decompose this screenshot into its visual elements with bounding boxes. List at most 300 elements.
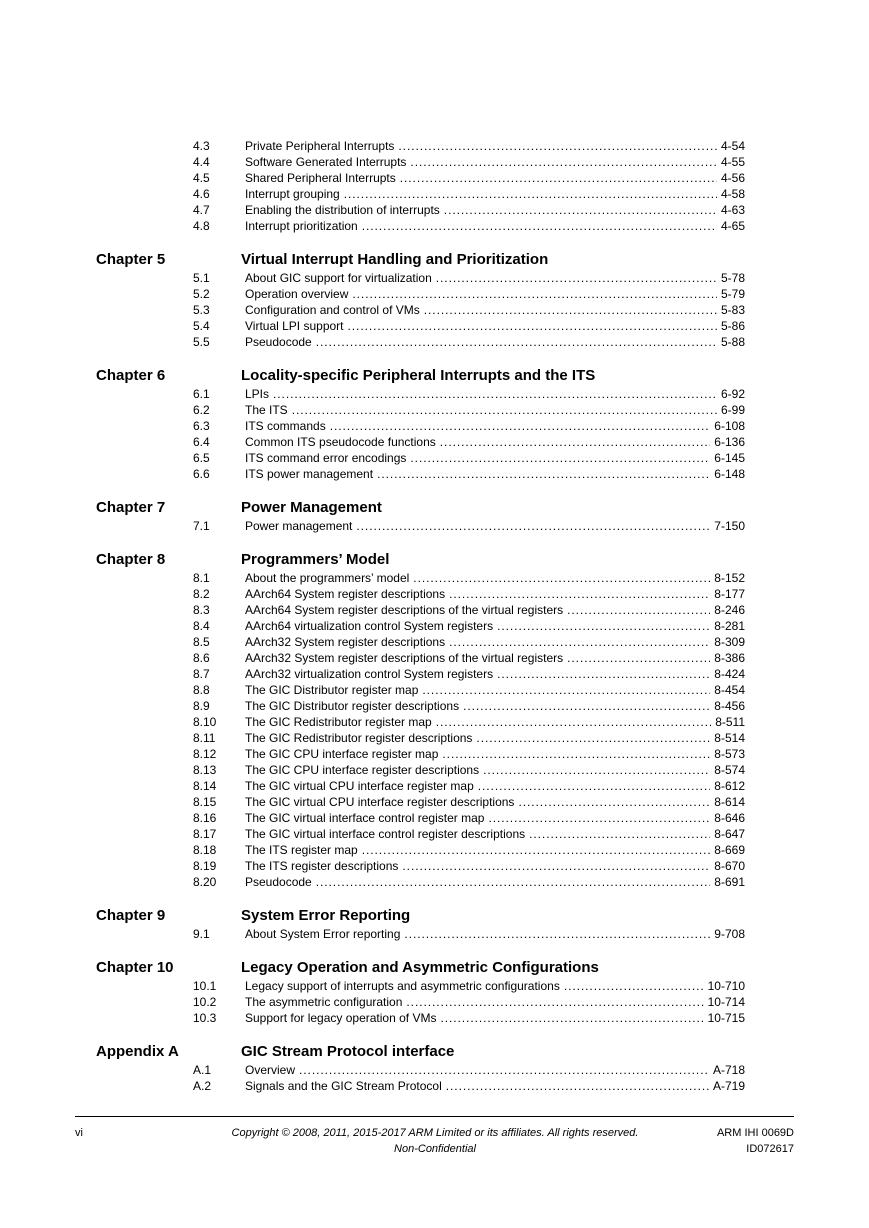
section-title[interactable]: The GIC virtual interface control register map <box>245 811 485 825</box>
dot-leader <box>440 1010 703 1026</box>
chapter-title[interactable]: GIC Stream Protocol interface <box>241 1043 455 1060</box>
section-number: 8.11 <box>193 731 216 745</box>
toc-entry[interactable] <box>0 810 869 826</box>
footer-page-number: vi <box>75 1127 83 1139</box>
entry-line <box>245 386 745 402</box>
section-title[interactable]: ITS command error encodings <box>245 451 407 465</box>
section-title[interactable]: AArch64 virtualization control System registers <box>245 619 494 633</box>
section-title[interactable]: About GIC support for virtualization <box>245 271 432 285</box>
toc-entry[interactable] <box>0 874 869 890</box>
dot-leader <box>316 874 711 890</box>
page-reference[interactable]: 5-88 <box>720 335 745 349</box>
section-title[interactable]: Pseudocode <box>245 875 312 889</box>
toc-entry[interactable] <box>0 154 869 170</box>
section-number: 8.20 <box>193 875 217 889</box>
chapter-heading <box>0 251 869 269</box>
toc-entry[interactable] <box>0 618 869 634</box>
chapter-heading <box>0 551 869 569</box>
entry-line <box>245 746 745 762</box>
toc-section <box>0 1043 869 1094</box>
toc-entry[interactable] <box>0 634 869 650</box>
section-number: 8.17 <box>193 827 217 841</box>
chapter-title[interactable]: Programmers’ Model <box>241 551 390 568</box>
dot-leader <box>449 586 710 602</box>
entry-line <box>245 186 745 202</box>
section-title[interactable]: The ITS register map <box>245 843 358 857</box>
chapter-label: Chapter 8 <box>96 551 166 568</box>
toc-section <box>0 251 869 350</box>
toc-section <box>0 959 869 1026</box>
section-title[interactable]: The ITS register descriptions <box>245 859 399 873</box>
page-reference[interactable]: 4-63 <box>720 203 745 217</box>
page-reference[interactable]: 5-86 <box>720 319 745 333</box>
section-title[interactable]: AArch64 System register descriptions of the virtual registers <box>245 603 564 617</box>
dot-leader <box>567 650 710 666</box>
entry-line <box>245 810 745 826</box>
toc-entry[interactable] <box>0 570 869 586</box>
toc-entry[interactable] <box>0 730 869 746</box>
toc-entry[interactable] <box>0 994 869 1010</box>
page-reference[interactable]: 5-78 <box>720 271 745 285</box>
section-title[interactable]: The GIC Redistributor register map <box>245 715 432 729</box>
page-reference[interactable]: 5-83 <box>720 303 745 317</box>
chapter-heading <box>0 499 869 517</box>
page-reference[interactable]: 8-454 <box>714 683 745 697</box>
chapter-heading <box>0 1043 869 1061</box>
section-title[interactable]: The GIC Distributor register descriptions <box>245 699 460 713</box>
toc-entry[interactable] <box>0 302 869 318</box>
page-reference[interactable]: 4-54 <box>720 139 745 153</box>
toc-entry[interactable] <box>0 270 869 286</box>
section-number: 8.10 <box>193 715 217 729</box>
chapter-title[interactable]: System Error Reporting <box>241 907 411 924</box>
section-title[interactable]: The GIC Redistributor register descriptions <box>245 731 473 745</box>
page-reference[interactable]: 8-614 <box>714 795 745 809</box>
entry-line <box>245 842 745 858</box>
toc-entry[interactable] <box>0 586 869 602</box>
section-title[interactable]: AArch32 virtualization control System registers <box>245 667 494 681</box>
toc-entry[interactable] <box>0 386 869 402</box>
entry-line <box>245 138 745 154</box>
toc-entry[interactable] <box>0 286 869 302</box>
entry-line <box>245 826 745 842</box>
section-title[interactable]: Support for legacy operation of VMs <box>245 1011 437 1025</box>
entry-line <box>245 762 745 778</box>
section-number: A.2 <box>193 1079 212 1093</box>
toc-section <box>0 907 869 942</box>
page-reference[interactable]: 8-281 <box>714 619 745 633</box>
page-reference[interactable]: 8-691 <box>714 875 745 889</box>
page-reference[interactable]: 8-309 <box>714 635 745 649</box>
section-number: 8.12 <box>193 747 217 761</box>
toc-entry[interactable] <box>0 450 869 466</box>
dot-leader <box>362 218 717 234</box>
section-number: 6.2 <box>193 403 210 417</box>
entry-line <box>245 334 745 350</box>
toc-entry[interactable] <box>0 842 869 858</box>
section-number: 8.5 <box>193 635 210 649</box>
dot-leader <box>440 434 711 450</box>
footer-release-id: ID072617 <box>746 1143 794 1155</box>
page-reference[interactable]: 4-58 <box>720 187 745 201</box>
chapter-label: Chapter 5 <box>96 251 166 268</box>
section-number: 8.1 <box>193 571 210 585</box>
section-title[interactable]: The ITS <box>245 403 288 417</box>
entry-line <box>245 218 745 234</box>
toc-section <box>0 499 869 534</box>
table-of-contents <box>0 138 869 1094</box>
dot-leader <box>299 1062 709 1078</box>
dot-leader <box>564 978 704 994</box>
entry-line <box>245 286 745 302</box>
section-title[interactable]: Shared Peripheral Interrupts <box>245 171 396 185</box>
dot-leader <box>356 518 710 534</box>
section-title[interactable]: About System Error reporting <box>245 927 401 941</box>
toc-entry[interactable] <box>0 666 869 682</box>
entry-line <box>245 730 745 746</box>
toc-section <box>0 138 869 234</box>
toc-entry[interactable] <box>0 978 869 994</box>
page-reference[interactable]: 8-670 <box>714 859 745 873</box>
toc-entry[interactable] <box>0 858 869 874</box>
toc-entry[interactable] <box>0 682 869 698</box>
entry-line <box>245 926 745 942</box>
chapter-label: Appendix A <box>96 1043 179 1060</box>
toc-entry[interactable] <box>0 650 869 666</box>
section-number: 10.3 <box>193 1011 217 1025</box>
section-title[interactable]: LPIs <box>245 387 270 401</box>
section-number: 4.7 <box>193 203 210 217</box>
dot-leader <box>273 386 717 402</box>
toc-entry[interactable] <box>0 1062 869 1078</box>
entry-line <box>245 154 745 170</box>
page-reference[interactable]: 6-148 <box>714 467 745 481</box>
section-title[interactable]: Virtual LPI support <box>245 319 344 333</box>
section-title[interactable]: Signals and the GIC Stream Protocol <box>245 1079 442 1093</box>
entry-line <box>245 270 745 286</box>
toc-entry[interactable] <box>0 602 869 618</box>
page-reference[interactable]: 4-55 <box>720 155 745 169</box>
dot-leader <box>316 334 717 350</box>
toc-entry[interactable] <box>0 202 869 218</box>
dot-leader <box>446 1078 709 1094</box>
section-number: 10.1 <box>193 979 217 993</box>
entry-line <box>245 302 745 318</box>
page-reference[interactable]: 7-150 <box>714 519 745 533</box>
section-number: 6.6 <box>193 467 210 481</box>
toc-entry[interactable] <box>0 714 869 730</box>
page-reference[interactable]: 6-108 <box>714 419 745 433</box>
entry-line <box>245 978 745 994</box>
toc-entry[interactable] <box>0 218 869 234</box>
chapter-label: Chapter 6 <box>96 367 166 384</box>
dot-leader <box>449 634 710 650</box>
section-title[interactable]: Legacy support of interrupts and asymmetric configurations <box>245 979 560 993</box>
page-reference[interactable]: 6-99 <box>720 403 745 417</box>
section-number: 8.13 <box>193 763 217 777</box>
page-reference[interactable]: 8-424 <box>714 667 745 681</box>
entry-line <box>245 1010 745 1026</box>
dot-leader <box>497 666 710 682</box>
page-reference[interactable]: 8-646 <box>714 811 745 825</box>
dot-leader <box>406 994 703 1010</box>
entry-line <box>245 318 745 334</box>
page-reference[interactable]: 9-708 <box>714 927 745 941</box>
section-number: 4.4 <box>193 155 210 169</box>
section-number: 8.15 <box>193 795 217 809</box>
toc-entry[interactable] <box>0 418 869 434</box>
entry-line <box>245 650 745 666</box>
section-number: 8.19 <box>193 859 217 873</box>
entry-line <box>245 858 745 874</box>
toc-entry[interactable] <box>0 186 869 202</box>
section-number: 9.1 <box>193 927 210 941</box>
page-reference[interactable]: 8-386 <box>714 651 745 665</box>
section-number: 5.4 <box>193 319 210 333</box>
dot-leader <box>436 714 711 730</box>
toc-entry[interactable] <box>0 746 869 762</box>
dot-leader <box>402 858 710 874</box>
footer-copyright-block <box>200 1125 670 1157</box>
section-number: 8.3 <box>193 603 210 617</box>
page-reference[interactable]: 6-136 <box>714 435 745 449</box>
dot-leader <box>398 138 717 154</box>
page-reference[interactable]: 8-152 <box>714 571 745 585</box>
section-number: 8.2 <box>193 587 210 601</box>
dot-leader <box>344 186 717 202</box>
dot-leader <box>422 682 710 698</box>
section-number: 8.18 <box>193 843 217 857</box>
toc-entry[interactable] <box>0 1078 869 1094</box>
section-title[interactable]: Configuration and control of VMs <box>245 303 420 317</box>
page-reference[interactable]: 10-715 <box>707 1011 745 1025</box>
chapter-label: Chapter 9 <box>96 907 166 924</box>
toc-entry[interactable] <box>0 778 869 794</box>
section-title[interactable]: ITS power management <box>245 467 374 481</box>
footer-copyright: Copyright © 2008, 2011, 2015-2017 ARM Limited or its affiliates. All rights reserved. <box>231 1127 639 1139</box>
section-title[interactable]: The GIC virtual CPU interface register map <box>245 779 474 793</box>
section-title[interactable]: ITS commands <box>245 419 326 433</box>
dot-leader <box>330 418 711 434</box>
toc-entry[interactable] <box>0 138 869 154</box>
toc-entry[interactable] <box>0 518 869 534</box>
dot-leader <box>352 286 717 302</box>
section-title[interactable]: The GIC Distributor register map <box>245 683 419 697</box>
page-reference[interactable]: 8-612 <box>714 779 745 793</box>
page-reference[interactable]: 10-710 <box>707 979 745 993</box>
page-reference[interactable]: 6-92 <box>720 387 745 401</box>
entry-line <box>245 994 745 1010</box>
entry-line <box>245 618 745 634</box>
section-title[interactable]: About the programmers’ model <box>245 571 410 585</box>
chapter-label: Chapter 7 <box>96 499 166 516</box>
footer-doc-id: ARM IHI 0069D <box>716 1127 794 1139</box>
page-reference[interactable]: 8-511 <box>715 715 745 729</box>
dot-leader <box>348 318 717 334</box>
dot-leader <box>400 170 717 186</box>
page-reference[interactable]: A-719 <box>712 1079 745 1093</box>
section-title[interactable]: Enabling the distribution of interrupts <box>245 203 440 217</box>
entry-line <box>245 466 745 482</box>
entry-line <box>245 402 745 418</box>
page-reference[interactable]: 10-714 <box>707 995 745 1009</box>
chapter-heading <box>0 367 869 385</box>
section-title[interactable]: Pseudocode <box>245 335 312 349</box>
section-number: 8.4 <box>193 619 210 633</box>
section-title[interactable]: AArch32 System register descriptions of the virtual registers <box>245 651 564 665</box>
section-number: 4.3 <box>193 139 210 153</box>
dot-leader <box>410 154 717 170</box>
dot-leader <box>497 618 710 634</box>
entry-line <box>245 666 745 682</box>
dot-leader <box>404 926 710 942</box>
entry-line <box>245 170 745 186</box>
page-reference[interactable]: 8-573 <box>714 747 745 761</box>
dot-leader <box>463 698 710 714</box>
page-reference[interactable]: 8-574 <box>714 763 745 777</box>
page-reference[interactable]: 4-65 <box>720 219 745 233</box>
dot-leader <box>424 302 717 318</box>
section-number: A.1 <box>193 1063 212 1077</box>
section-number: 7.1 <box>193 519 210 533</box>
page-reference[interactable]: 6-145 <box>714 451 745 465</box>
dot-leader <box>362 842 711 858</box>
section-title[interactable]: The GIC CPU interface register descriptions <box>245 763 480 777</box>
section-number: 6.1 <box>193 387 210 401</box>
toc-entry[interactable] <box>0 698 869 714</box>
entry-line <box>245 1078 745 1094</box>
entry-line <box>245 698 745 714</box>
toc-entry[interactable] <box>0 794 869 810</box>
toc-section <box>0 367 869 482</box>
section-title[interactable]: Software Generated Interrupts <box>245 155 407 169</box>
chapter-title[interactable]: Virtual Interrupt Handling and Prioritization <box>241 251 549 268</box>
page-reference[interactable]: 8-456 <box>714 699 745 713</box>
footer-confidentiality: Non-Confidential <box>394 1143 476 1155</box>
section-number: 8.14 <box>193 779 217 793</box>
entry-line <box>245 434 745 450</box>
page-reference[interactable]: 5-79 <box>720 287 745 301</box>
entry-line <box>245 418 745 434</box>
entry-line <box>245 634 745 650</box>
section-title[interactable]: The GIC virtual interface control register descriptions <box>245 827 526 841</box>
section-number: 4.6 <box>193 187 210 201</box>
section-number: 8.9 <box>193 699 210 713</box>
entry-line <box>245 682 745 698</box>
dot-leader <box>413 570 710 586</box>
page-reference[interactable]: 8-647 <box>714 827 745 841</box>
section-number: 5.2 <box>193 287 210 301</box>
footer-divider <box>75 1116 794 1117</box>
entry-line <box>245 874 745 890</box>
page-reference[interactable]: 8-177 <box>714 587 745 601</box>
toc-entry[interactable] <box>0 826 869 842</box>
section-title[interactable]: Operation overview <box>245 287 349 301</box>
entry-line <box>245 586 745 602</box>
dot-leader <box>377 466 710 482</box>
dot-leader <box>567 602 710 618</box>
section-number: 5.5 <box>193 335 210 349</box>
section-title[interactable]: Overview <box>245 1063 296 1077</box>
dot-leader <box>483 762 710 778</box>
toc-entry[interactable] <box>0 434 869 450</box>
dot-leader <box>442 746 710 762</box>
page-reference[interactable]: 4-56 <box>720 171 745 185</box>
page-reference[interactable]: A-718 <box>712 1063 745 1077</box>
section-number: 8.8 <box>193 683 210 697</box>
entry-line <box>245 1062 745 1078</box>
entry-line <box>245 570 745 586</box>
section-number: 6.4 <box>193 435 210 449</box>
entry-line <box>245 202 745 218</box>
dot-leader <box>478 778 711 794</box>
section-title[interactable]: Power management <box>245 519 353 533</box>
footer-document-id <box>717 1125 794 1157</box>
entry-line <box>245 602 745 618</box>
chapter-label: Chapter 10 <box>96 959 174 976</box>
chapter-title[interactable]: Locality-specific Peripheral Interrupts and the ITS <box>241 367 596 384</box>
chapter-heading <box>0 959 869 977</box>
entry-line <box>245 450 745 466</box>
dot-leader <box>518 794 710 810</box>
section-title[interactable]: AArch32 System register descriptions <box>245 635 446 649</box>
dot-leader <box>488 810 710 826</box>
section-title[interactable]: The GIC CPU interface register map <box>245 747 439 761</box>
section-number: 4.5 <box>193 171 210 185</box>
section-title[interactable]: Interrupt prioritization <box>245 219 358 233</box>
entry-line <box>245 518 745 534</box>
section-title[interactable]: Private Peripheral Interrupts <box>245 139 395 153</box>
section-number: 8.7 <box>193 667 210 681</box>
section-number: 8.6 <box>193 651 210 665</box>
section-number: 5.3 <box>193 303 210 317</box>
dot-leader <box>444 202 717 218</box>
page-reference[interactable]: 8-246 <box>714 603 745 617</box>
section-title[interactable]: Interrupt grouping <box>245 187 340 201</box>
toc-entry[interactable] <box>0 1010 869 1026</box>
toc-entry[interactable] <box>0 402 869 418</box>
entry-line <box>245 794 745 810</box>
section-title[interactable]: The GIC virtual CPU interface register descriptions <box>245 795 515 809</box>
section-number: 8.16 <box>193 811 217 825</box>
section-title[interactable]: AArch64 System register descriptions <box>245 587 446 601</box>
toc-entry[interactable] <box>0 170 869 186</box>
toc-section <box>0 551 869 890</box>
toc-entry[interactable] <box>0 762 869 778</box>
section-number: 10.2 <box>193 995 217 1009</box>
dot-leader <box>292 402 717 418</box>
toc-entry[interactable] <box>0 466 869 482</box>
section-number: 6.5 <box>193 451 210 465</box>
dot-leader <box>410 450 710 466</box>
dot-leader <box>436 270 717 286</box>
chapter-title[interactable]: Power Management <box>241 499 382 516</box>
chapter-heading <box>0 907 869 925</box>
chapter-title[interactable]: Legacy Operation and Asymmetric Configurations <box>241 959 599 976</box>
toc-entry[interactable] <box>0 334 869 350</box>
page-reference[interactable]: 8-669 <box>714 843 745 857</box>
section-title[interactable]: Common ITS pseudocode functions <box>245 435 436 449</box>
section-number: 4.8 <box>193 219 210 233</box>
toc-entry[interactable] <box>0 318 869 334</box>
page-reference[interactable]: 8-514 <box>714 731 745 745</box>
entry-line <box>245 714 745 730</box>
entry-line <box>245 778 745 794</box>
section-title[interactable]: The asymmetric configuration <box>245 995 403 1009</box>
dot-leader <box>476 730 710 746</box>
toc-entry[interactable] <box>0 926 869 942</box>
section-number: 6.3 <box>193 419 210 433</box>
